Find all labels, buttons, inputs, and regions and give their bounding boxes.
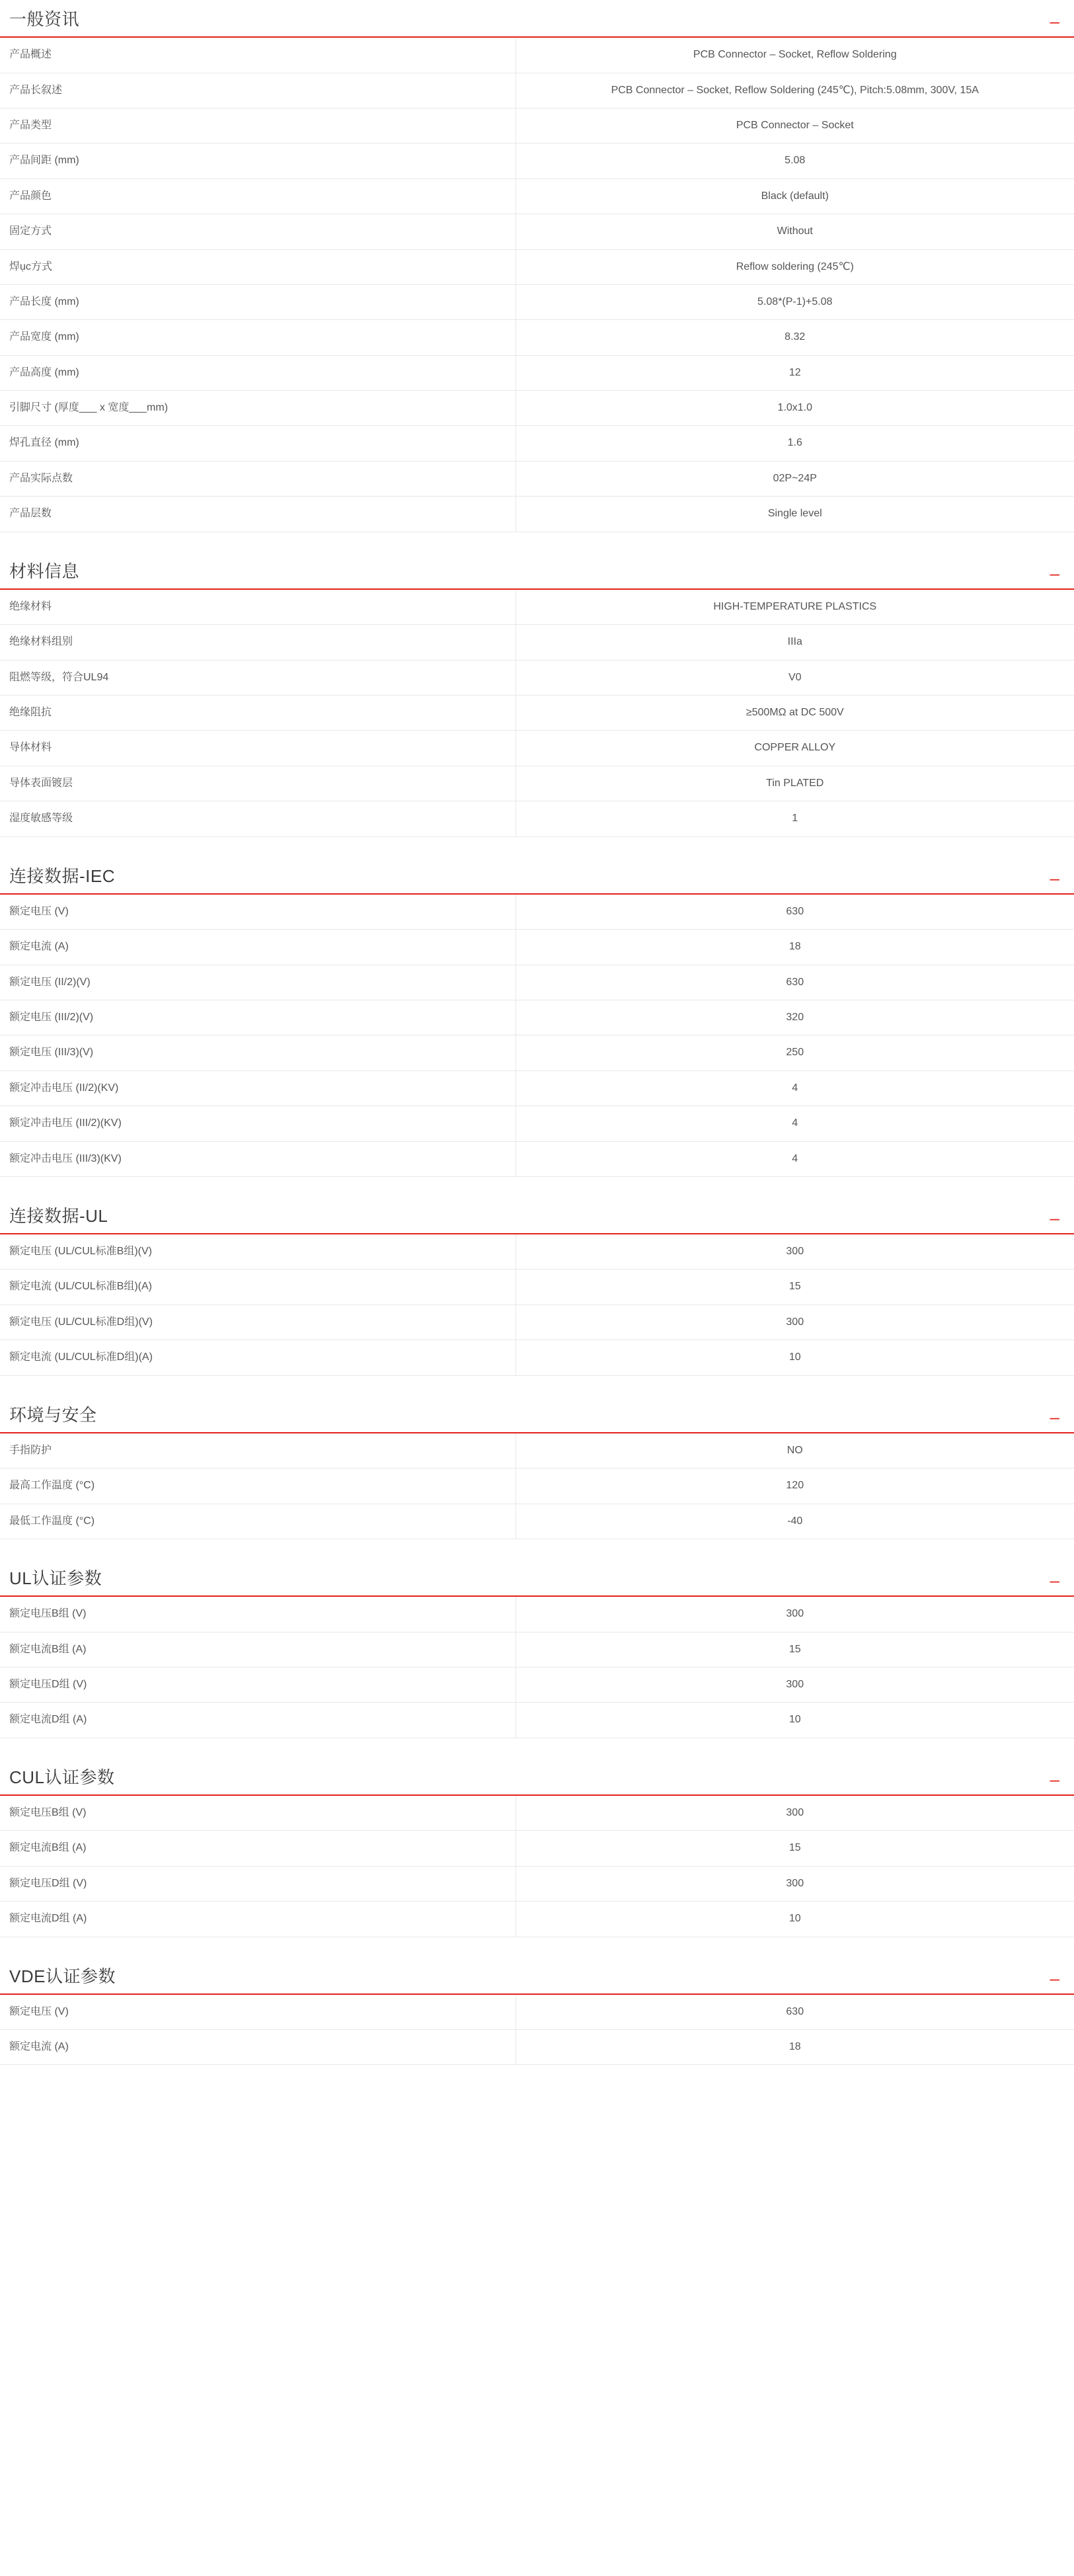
spec-value: Reflow soldering (245℃) xyxy=(736,261,854,272)
section-title: 连接数据-UL xyxy=(9,1205,108,1226)
spec-table xyxy=(0,1796,1074,1937)
table-row xyxy=(0,1340,1074,1375)
spec-table xyxy=(0,1597,1074,1738)
spec-label: 产品层数 xyxy=(0,497,516,532)
spec-value: ≥500MΩ at DC 500V xyxy=(746,707,844,719)
spec-label: 额定冲击电压 (II/2)(KV) xyxy=(0,1070,516,1106)
spec-section xyxy=(0,1767,1074,1966)
spec-value: Black (default) xyxy=(761,190,829,202)
spec-label: 额定电流D组 (A) xyxy=(0,1902,516,1937)
spec-sections xyxy=(0,9,1074,2094)
table-row xyxy=(0,1831,1074,1866)
spec-label: 最高工作温度 (°C) xyxy=(0,1469,516,1504)
section-spacer xyxy=(0,2065,1074,2094)
spec-label: 产品类型 xyxy=(0,108,516,143)
spec-table xyxy=(0,1433,1074,1539)
table-row xyxy=(0,1000,1074,1035)
spec-value: PCB Connector – Socket xyxy=(736,119,854,131)
spec-value: 5.08 xyxy=(785,155,806,167)
collapse-minus-icon[interactable]: – xyxy=(1050,1406,1059,1427)
table-row xyxy=(0,249,1074,284)
table-row xyxy=(0,355,1074,390)
section-spacer xyxy=(0,837,1074,866)
table-row xyxy=(0,1902,1074,1937)
section-title: CUL认证参数 xyxy=(9,1767,115,1787)
spec-label: 额定电压 (UL/CUL标准D组)(V) xyxy=(0,1305,516,1340)
spec-value: 4 xyxy=(792,1082,798,1094)
section-title: 连接数据-IEC xyxy=(9,865,116,886)
section-title: 一般资讯 xyxy=(9,9,80,29)
spec-value: 4 xyxy=(792,1117,798,1129)
table-row xyxy=(0,143,1074,179)
spec-label: 固定方式 xyxy=(0,214,516,249)
table-row xyxy=(0,284,1074,319)
spec-value: 15 xyxy=(788,1842,801,1854)
section-title: UL认证参数 xyxy=(9,1568,102,1588)
section-spacer xyxy=(0,1376,1074,1405)
table-row xyxy=(0,930,1074,965)
spec-label: 额定电压 (III/2)(V) xyxy=(0,1000,516,1035)
spec-label: 产品颜色 xyxy=(0,179,516,214)
table-row xyxy=(0,1667,1074,1702)
spec-label: 绝缘材料组别 xyxy=(0,625,516,660)
spec-label: 额定电压 (III/3)(V) xyxy=(0,1035,516,1070)
spec-section xyxy=(0,1966,1074,2095)
spec-value: 1.0x1.0 xyxy=(777,402,812,414)
section-header[interactable] xyxy=(0,561,1074,590)
spec-label: 额定电压 (UL/CUL标准B组)(V) xyxy=(0,1234,516,1269)
spec-value: 18 xyxy=(788,2041,801,2053)
section-header[interactable] xyxy=(0,9,1074,38)
spec-value: 300 xyxy=(786,1608,804,1620)
spec-value: 630 xyxy=(786,905,804,917)
spec-value: -40 xyxy=(787,1515,803,1527)
table-row xyxy=(0,766,1074,801)
spec-label: 导体材料 xyxy=(0,731,516,766)
spec-value: 300 xyxy=(786,1877,804,1889)
table-row xyxy=(0,1106,1074,1141)
table-row xyxy=(0,1469,1074,1504)
spec-section xyxy=(0,9,1074,561)
spec-value: 10 xyxy=(788,1351,801,1363)
spec-label: 额定电流 (A) xyxy=(0,930,516,965)
spec-section xyxy=(0,1568,1074,1767)
spec-label: 绝缘阻抗 xyxy=(0,696,516,731)
section-spacer xyxy=(0,532,1074,561)
spec-label: 导体表面镀层 xyxy=(0,766,516,801)
spec-label: 额定冲击电压 (III/3)(KV) xyxy=(0,1141,516,1176)
table-row xyxy=(0,320,1074,355)
spec-label: 额定电流B组 (A) xyxy=(0,1831,516,1866)
section-header[interactable] xyxy=(0,866,1074,895)
spec-value: 10 xyxy=(788,1714,801,1726)
table-row xyxy=(0,1433,1074,1469)
collapse-minus-icon[interactable]: – xyxy=(1050,1208,1059,1228)
table-row xyxy=(0,1866,1074,1901)
spec-label: 湿度敏感等级 xyxy=(0,801,516,836)
table-row xyxy=(0,1632,1074,1667)
collapse-minus-icon[interactable]: – xyxy=(1050,1968,1059,1988)
section-title: 材料信息 xyxy=(9,561,80,581)
section-header[interactable] xyxy=(0,1767,1074,1796)
spec-label: 产品长叙述 xyxy=(0,73,516,108)
table-row xyxy=(0,625,1074,660)
spec-label: 产品实际点数 xyxy=(0,461,516,496)
spec-label: 额定电流 (A) xyxy=(0,2030,516,2065)
spec-label: 额定电压 (V) xyxy=(0,895,516,930)
spec-table xyxy=(0,1234,1074,1376)
table-row xyxy=(0,1504,1074,1539)
spec-value: 1 xyxy=(792,813,798,825)
spec-value: PCB Connector – Socket, Reflow Soldering (245℃), Pitch:5.08mm, 300V, 15A xyxy=(611,84,979,96)
section-spacer xyxy=(0,1937,1074,1966)
spec-label: 额定冲击电压 (III/2)(KV) xyxy=(0,1106,516,1141)
spec-value: 1.6 xyxy=(787,437,802,449)
spec-section xyxy=(0,1405,1074,1568)
table-row xyxy=(0,1995,1074,2030)
spec-value: 8.32 xyxy=(785,331,806,343)
spec-value: Single level xyxy=(767,508,822,520)
spec-label: 额定电压B组 (V) xyxy=(0,1597,516,1632)
table-row xyxy=(0,1234,1074,1269)
table-row xyxy=(0,391,1074,426)
spec-value: 15 xyxy=(788,1643,801,1655)
spec-label: 阻燃等级，符合UL94 xyxy=(0,660,516,695)
collapse-minus-icon[interactable]: – xyxy=(1050,11,1059,32)
spec-label: 手指防护 xyxy=(0,1433,516,1469)
spec-value: HIGH-TEMPERATURE PLASTICS xyxy=(713,600,877,612)
spec-label: 焊ục方式 xyxy=(0,249,516,284)
spec-label: 额定电压B组 (V) xyxy=(0,1796,516,1831)
spec-label: 额定电流B组 (A) xyxy=(0,1632,516,1667)
spec-table xyxy=(0,590,1074,837)
table-row xyxy=(0,660,1074,695)
spec-value: IIIa xyxy=(787,636,802,648)
spec-value: PCB Connector – Socket, Reflow Soldering xyxy=(693,49,897,61)
spec-value: 300 xyxy=(786,1806,804,1818)
spec-value: 5.08*(P-1)+5.08 xyxy=(757,296,833,307)
spec-label: 额定电流D组 (A) xyxy=(0,1703,516,1738)
table-row xyxy=(0,426,1074,461)
spec-value: 300 xyxy=(786,1246,804,1258)
spec-label: 额定电压 (V) xyxy=(0,1995,516,2030)
section-header[interactable] xyxy=(0,1568,1074,1597)
spec-label: 产品概述 xyxy=(0,38,516,73)
table-row xyxy=(0,1070,1074,1106)
collapse-minus-icon[interactable]: – xyxy=(1050,1769,1059,1789)
spec-label: 额定电压 (II/2)(V) xyxy=(0,965,516,1000)
spec-value: 18 xyxy=(788,941,801,953)
table-row xyxy=(0,2030,1074,2065)
spec-value: V0 xyxy=(788,671,802,683)
spec-label: 额定电流 (UL/CUL标准D组)(A) xyxy=(0,1340,516,1375)
spec-value: 4 xyxy=(792,1152,798,1164)
spec-section xyxy=(0,561,1074,866)
spec-table xyxy=(0,38,1074,532)
table-row xyxy=(0,1035,1074,1070)
table-row xyxy=(0,73,1074,108)
table-row xyxy=(0,1141,1074,1176)
table-row xyxy=(0,1305,1074,1340)
spec-label: 额定电压D组 (V) xyxy=(0,1866,516,1901)
spec-label: 额定电压D组 (V) xyxy=(0,1667,516,1702)
section-header[interactable] xyxy=(0,1966,1074,1995)
table-row xyxy=(0,1269,1074,1305)
table-row xyxy=(0,497,1074,532)
spec-label: 产品长度 (mm) xyxy=(0,284,516,319)
table-row xyxy=(0,38,1074,73)
section-title: 环境与安全 xyxy=(9,1404,97,1425)
spec-value: 120 xyxy=(786,1480,804,1492)
collapse-minus-icon[interactable]: – xyxy=(1050,1570,1059,1591)
section-spacer xyxy=(0,1539,1074,1568)
spec-label: 焊孔直径 (mm) xyxy=(0,426,516,461)
section-spacer xyxy=(0,1738,1074,1767)
section-header[interactable] xyxy=(0,1206,1074,1234)
spec-value: COPPER ALLOY xyxy=(754,742,836,754)
spec-label: 绝缘材料 xyxy=(0,590,516,625)
table-row xyxy=(0,108,1074,143)
spec-label: 产品高度 (mm) xyxy=(0,355,516,390)
section-spacer xyxy=(0,1177,1074,1206)
spec-value: NO xyxy=(786,1444,803,1456)
spec-value: 320 xyxy=(786,1011,804,1023)
spec-label: 最低工作温度 (°C) xyxy=(0,1504,516,1539)
table-row xyxy=(0,1796,1074,1831)
spec-value: Tin PLATED xyxy=(766,777,824,789)
table-row xyxy=(0,801,1074,836)
spec-value: 250 xyxy=(786,1047,804,1059)
spec-section xyxy=(0,1206,1074,1405)
table-row xyxy=(0,696,1074,731)
spec-value: Without xyxy=(777,225,813,237)
spec-label: 产品宽度 (mm) xyxy=(0,320,516,355)
spec-label: 产品间距 (mm) xyxy=(0,143,516,179)
collapse-minus-icon[interactable]: – xyxy=(1050,867,1059,888)
table-row xyxy=(0,179,1074,214)
spec-value: 15 xyxy=(788,1281,801,1293)
section-header[interactable] xyxy=(0,1405,1074,1433)
table-row xyxy=(0,590,1074,625)
spec-table xyxy=(0,1995,1074,2066)
collapse-minus-icon[interactable]: – xyxy=(1050,563,1059,583)
spec-value: 630 xyxy=(786,976,804,988)
table-row xyxy=(0,214,1074,249)
spec-section xyxy=(0,866,1074,1206)
spec-value: 300 xyxy=(786,1316,804,1328)
table-row xyxy=(0,1597,1074,1632)
spec-table xyxy=(0,895,1074,1177)
spec-value: 300 xyxy=(786,1678,804,1690)
spec-label: 引脚尺寸 (厚度___ x 宽度___mm) xyxy=(0,391,516,426)
table-row xyxy=(0,731,1074,766)
table-row xyxy=(0,1703,1074,1738)
table-row xyxy=(0,461,1074,496)
spec-label: 额定电流 (UL/CUL标准B组)(A) xyxy=(0,1269,516,1305)
spec-value: 630 xyxy=(786,2005,804,2017)
spec-value: 02P~24P xyxy=(773,472,817,484)
table-row xyxy=(0,895,1074,930)
spec-value: 12 xyxy=(788,366,801,378)
table-row xyxy=(0,965,1074,1000)
section-title: VDE认证参数 xyxy=(9,1966,116,1986)
spec-value: 10 xyxy=(788,1913,801,1925)
